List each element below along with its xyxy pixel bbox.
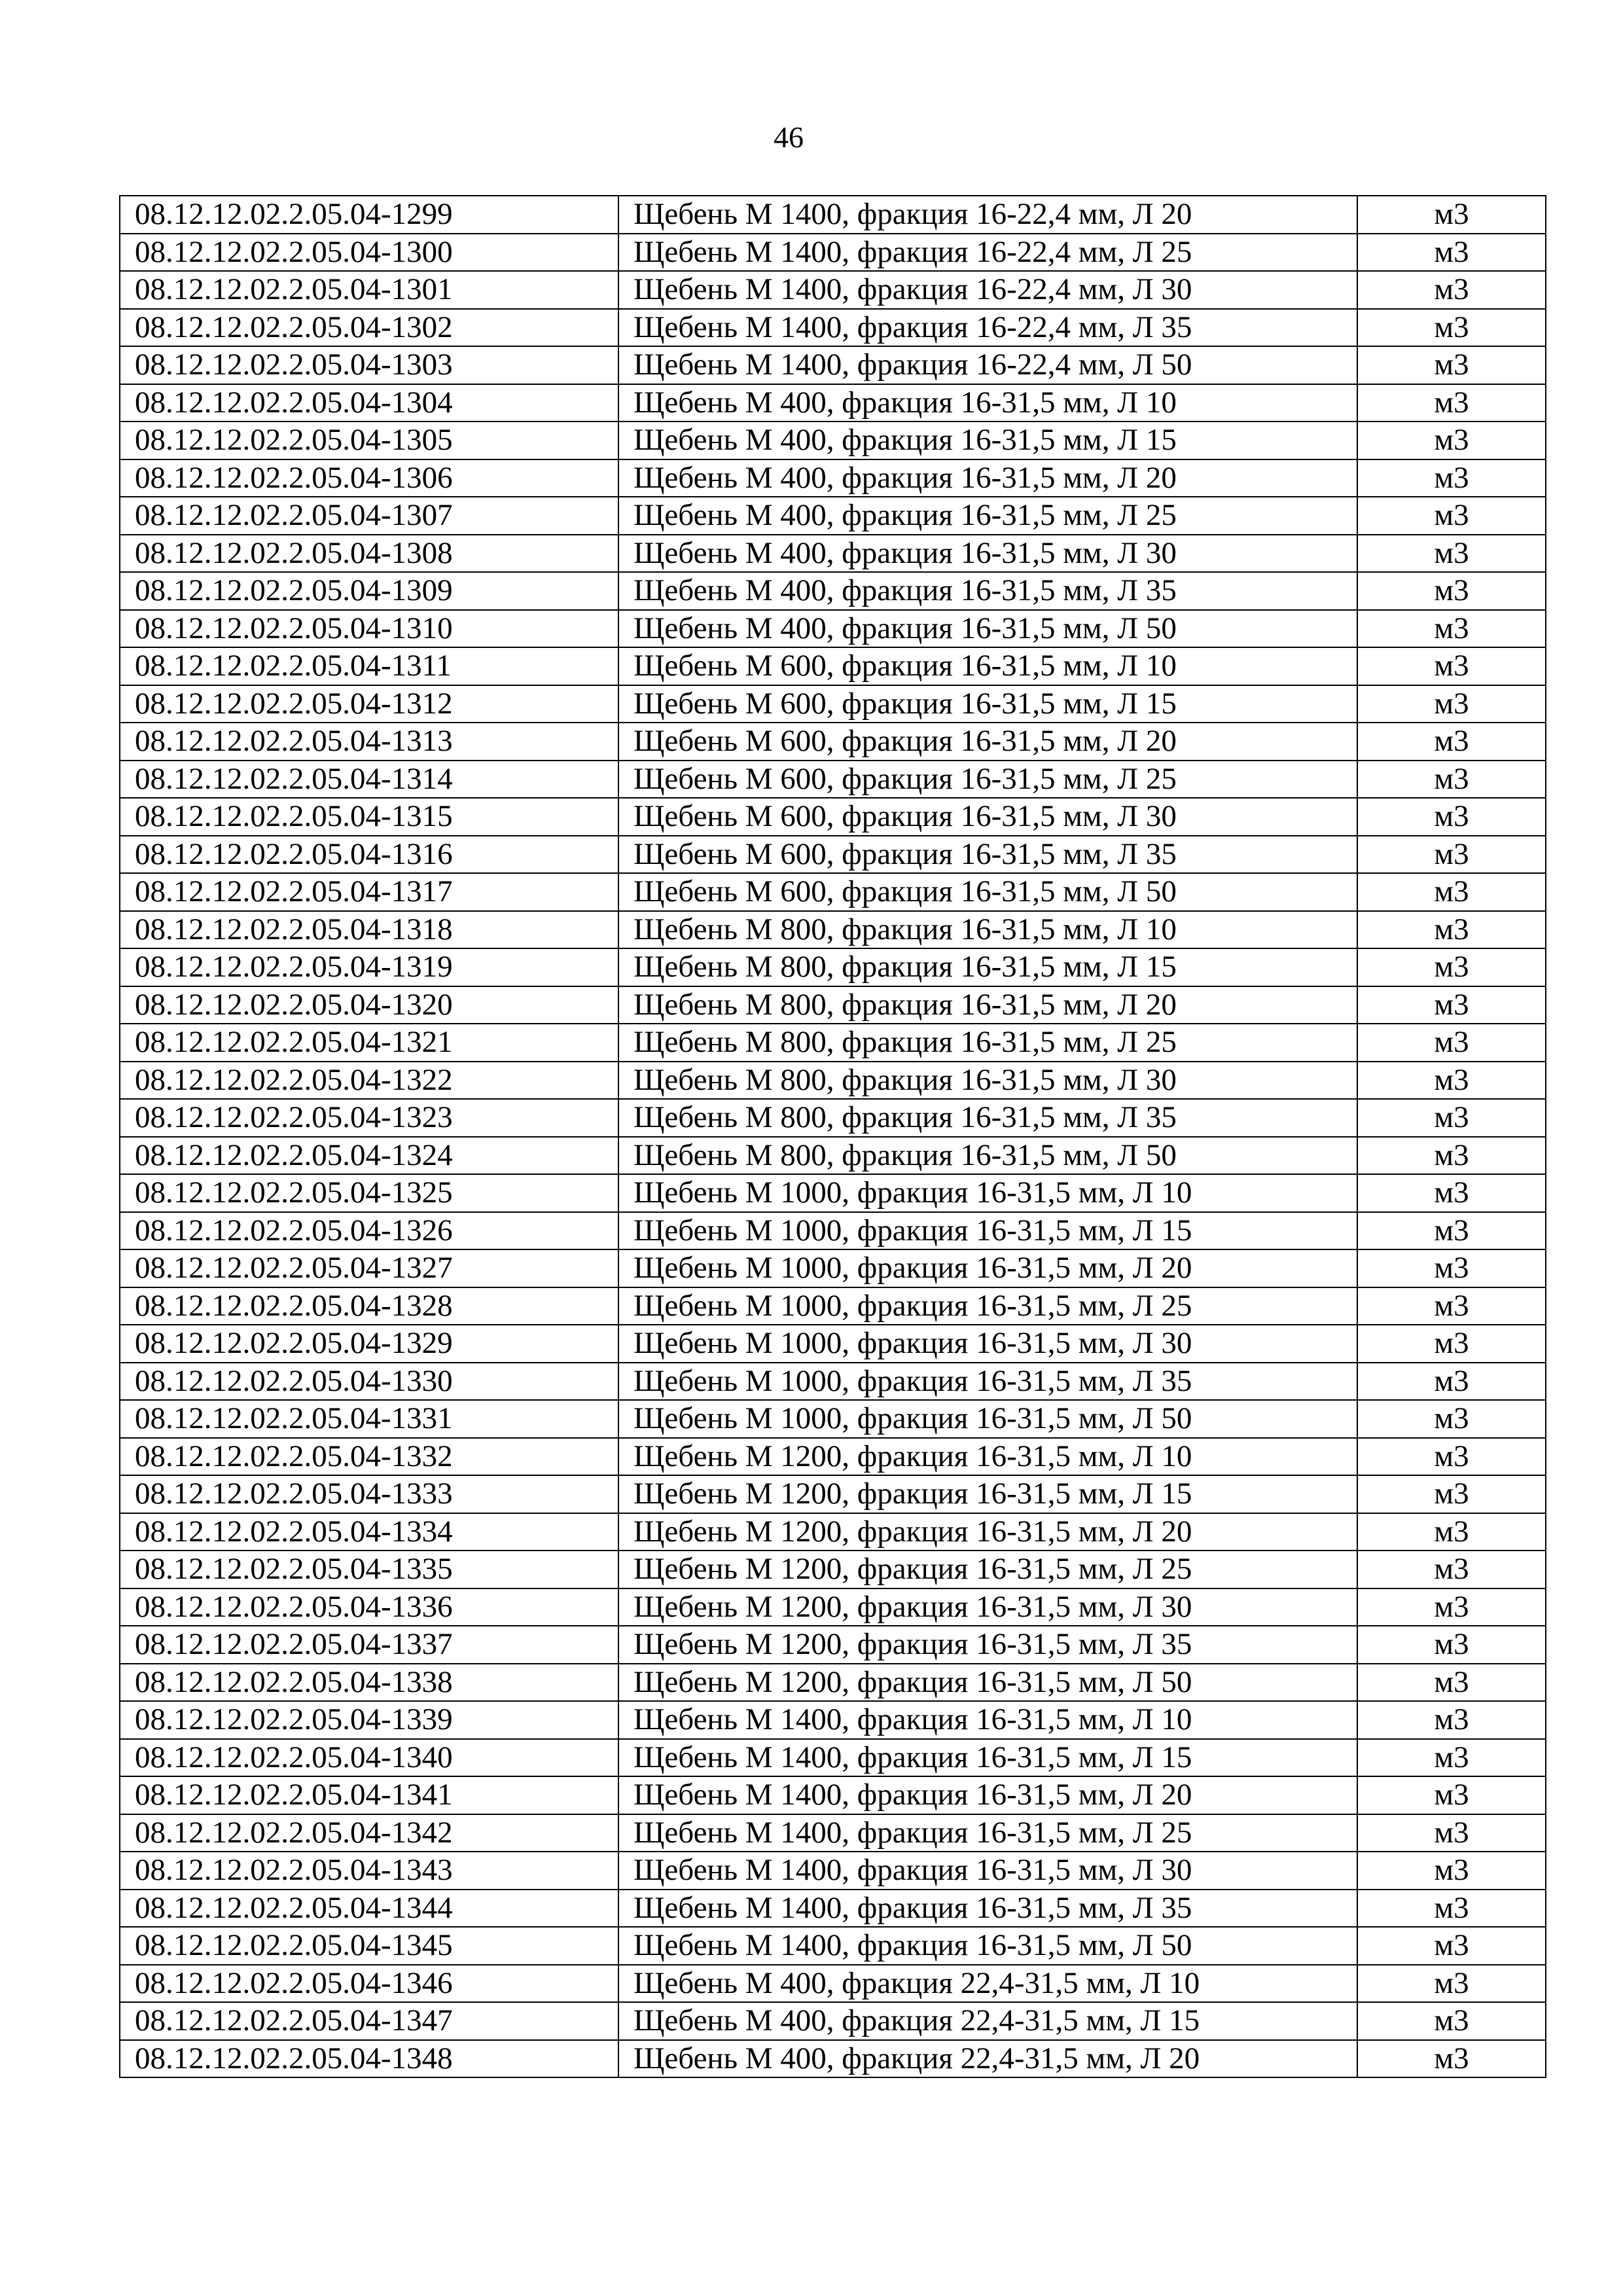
- resource-code-cell: 08.12.12.02.2.05.04-1309: [120, 572, 618, 610]
- unit-cell: м3: [1357, 271, 1546, 309]
- material-name-cell: Щебень М 1000, фракция 16-31,5 мм, Л 35: [618, 1363, 1357, 1401]
- unit-cell: м3: [1357, 610, 1546, 648]
- material-name-cell: Щебень М 1200, фракция 16-31,5 мм, Л 25: [618, 1551, 1357, 1588]
- table-row: [120, 986, 1546, 1024]
- table-row: [120, 535, 1546, 573]
- table-row: [120, 1626, 1546, 1664]
- resource-code-cell: 08.12.12.02.2.05.04-1347: [120, 2002, 618, 2040]
- unit-cell: м3: [1357, 384, 1546, 422]
- resource-code-cell: 08.12.12.02.2.05.04-1339: [120, 1701, 618, 1739]
- unit-cell: м3: [1357, 1249, 1546, 1287]
- resource-code-cell: 08.12.12.02.2.05.04-1312: [120, 685, 618, 723]
- unit-cell: м3: [1357, 647, 1546, 685]
- table-row: [120, 873, 1546, 911]
- table-row: [120, 1814, 1546, 1852]
- table-row: [120, 1287, 1546, 1325]
- table-row: [120, 1965, 1546, 2003]
- resource-code-cell: 08.12.12.02.2.05.04-1311: [120, 647, 618, 685]
- unit-cell: м3: [1357, 459, 1546, 497]
- resource-code-cell: 08.12.12.02.2.05.04-1301: [120, 271, 618, 309]
- table-row: [120, 1927, 1546, 1965]
- resource-code-cell: 08.12.12.02.2.05.04-1332: [120, 1438, 618, 1476]
- table-row: [120, 1588, 1546, 1626]
- material-name-cell: Щебень М 400, фракция 22,4-31,5 мм, Л 10: [618, 1965, 1357, 2003]
- table-row: [120, 1739, 1546, 1777]
- material-name-cell: Щебень М 600, фракция 16-31,5 мм, Л 20: [618, 723, 1357, 761]
- unit-cell: м3: [1357, 873, 1546, 911]
- resource-code-cell: 08.12.12.02.2.05.04-1306: [120, 459, 618, 497]
- resource-code-cell: 08.12.12.02.2.05.04-1334: [120, 1513, 618, 1551]
- material-name-cell: Щебень М 1200, фракция 16-31,5 мм, Л 20: [618, 1513, 1357, 1551]
- unit-cell: м3: [1357, 234, 1546, 272]
- resource-code-cell: 08.12.12.02.2.05.04-1343: [120, 1852, 618, 1890]
- material-name-cell: Щебень М 600, фракция 16-31,5 мм, Л 15: [618, 685, 1357, 723]
- material-name-cell: Щебень М 1400, фракция 16-22,4 мм, Л 50: [618, 346, 1357, 384]
- material-name-cell: Щебень М 1200, фракция 16-31,5 мм, Л 35: [618, 1626, 1357, 1664]
- resource-code-cell: 08.12.12.02.2.05.04-1308: [120, 535, 618, 573]
- unit-cell: м3: [1357, 1325, 1546, 1363]
- resource-code-cell: 08.12.12.02.2.05.04-1324: [120, 1137, 618, 1175]
- unit-cell: м3: [1357, 1400, 1546, 1438]
- table-row: [120, 911, 1546, 949]
- table-row: [120, 234, 1546, 272]
- table-row: [120, 1024, 1546, 1062]
- unit-cell: м3: [1357, 1174, 1546, 1212]
- table-row: [120, 1099, 1546, 1137]
- unit-cell: м3: [1357, 1551, 1546, 1588]
- unit-cell: м3: [1357, 1852, 1546, 1890]
- resource-code-cell: 08.12.12.02.2.05.04-1342: [120, 1814, 618, 1852]
- material-name-cell: Щебень М 400, фракция 22,4-31,5 мм, Л 15: [618, 2002, 1357, 2040]
- table-row: [120, 2002, 1546, 2040]
- material-name-cell: Щебень М 1400, фракция 16-31,5 мм, Л 50: [618, 1927, 1357, 1965]
- resource-code-cell: 08.12.12.02.2.05.04-1314: [120, 761, 618, 798]
- material-name-cell: Щебень М 1400, фракция 16-31,5 мм, Л 30: [618, 1852, 1357, 1890]
- material-name-cell: Щебень М 1400, фракция 16-31,5 мм, Л 10: [618, 1701, 1357, 1739]
- resource-code-cell: 08.12.12.02.2.05.04-1302: [120, 309, 618, 347]
- table-row: [120, 761, 1546, 798]
- table-row: [120, 1062, 1546, 1100]
- unit-cell: м3: [1357, 723, 1546, 761]
- table-row: [120, 1701, 1546, 1739]
- material-name-cell: Щебень М 800, фракция 16-31,5 мм, Л 15: [618, 948, 1357, 986]
- unit-cell: м3: [1357, 761, 1546, 798]
- resource-code-cell: 08.12.12.02.2.05.04-1341: [120, 1776, 618, 1814]
- material-name-cell: Щебень М 1400, фракция 16-31,5 мм, Л 35: [618, 1890, 1357, 1928]
- unit-cell: м3: [1357, 1513, 1546, 1551]
- material-name-cell: Щебень М 400, фракция 16-31,5 мм, Л 35: [618, 572, 1357, 610]
- material-name-cell: Щебень М 600, фракция 16-31,5 мм, Л 35: [618, 836, 1357, 874]
- unit-cell: м3: [1357, 1965, 1546, 2003]
- unit-cell: м3: [1357, 798, 1546, 836]
- table-row: [120, 422, 1546, 459]
- table-row: [120, 1363, 1546, 1401]
- resource-code-cell: 08.12.12.02.2.05.04-1322: [120, 1062, 618, 1100]
- unit-cell: м3: [1357, 986, 1546, 1024]
- table-row: [120, 1174, 1546, 1212]
- unit-cell: м3: [1357, 2040, 1546, 2078]
- material-name-cell: Щебень М 1200, фракция 16-31,5 мм, Л 30: [618, 1588, 1357, 1626]
- resource-code-cell: 08.12.12.02.2.05.04-1344: [120, 1890, 618, 1928]
- resource-code-cell: 08.12.12.02.2.05.04-1307: [120, 497, 618, 535]
- material-name-cell: Щебень М 600, фракция 16-31,5 мм, Л 10: [618, 647, 1357, 685]
- material-name-cell: Щебень М 1000, фракция 16-31,5 мм, Л 25: [618, 1287, 1357, 1325]
- unit-cell: м3: [1357, 196, 1546, 234]
- table-row: [120, 271, 1546, 309]
- unit-cell: м3: [1357, 1890, 1546, 1928]
- resource-code-cell: 08.12.12.02.2.05.04-1327: [120, 1249, 618, 1287]
- material-name-cell: Щебень М 600, фракция 16-31,5 мм, Л 25: [618, 761, 1357, 798]
- material-name-cell: Щебень М 1000, фракция 16-31,5 мм, Л 10: [618, 1174, 1357, 1212]
- unit-cell: м3: [1357, 1212, 1546, 1250]
- unit-cell: м3: [1357, 497, 1546, 535]
- material-name-cell: Щебень М 800, фракция 16-31,5 мм, Л 35: [618, 1099, 1357, 1137]
- material-name-cell: Щебень М 1000, фракция 16-31,5 мм, Л 20: [618, 1249, 1357, 1287]
- resource-code-cell: 08.12.12.02.2.05.04-1335: [120, 1551, 618, 1588]
- unit-cell: м3: [1357, 346, 1546, 384]
- material-name-cell: Щебень М 1400, фракция 16-22,4 мм, Л 25: [618, 234, 1357, 272]
- resource-code-cell: 08.12.12.02.2.05.04-1336: [120, 1588, 618, 1626]
- material-name-cell: Щебень М 400, фракция 16-31,5 мм, Л 10: [618, 384, 1357, 422]
- table-row: [120, 1852, 1546, 1890]
- material-name-cell: Щебень М 1400, фракция 16-31,5 мм, Л 20: [618, 1776, 1357, 1814]
- table-row: [120, 1137, 1546, 1175]
- resource-code-cell: 08.12.12.02.2.05.04-1325: [120, 1174, 618, 1212]
- table-row: [120, 1212, 1546, 1250]
- material-name-cell: Щебень М 1400, фракция 16-22,4 мм, Л 35: [618, 309, 1357, 347]
- table-row: [120, 1890, 1546, 1928]
- page-number: 46: [774, 120, 804, 154]
- table-row: [120, 1249, 1546, 1287]
- table-row: [120, 309, 1546, 347]
- resource-code-cell: 08.12.12.02.2.05.04-1305: [120, 422, 618, 459]
- table-row: [120, 459, 1546, 497]
- table-row: [120, 798, 1546, 836]
- material-name-cell: Щебень М 1000, фракция 16-31,5 мм, Л 50: [618, 1400, 1357, 1438]
- resource-code-cell: 08.12.12.02.2.05.04-1331: [120, 1400, 618, 1438]
- material-name-cell: Щебень М 1400, фракция 16-22,4 мм, Л 30: [618, 271, 1357, 309]
- resource-code-cell: 08.12.12.02.2.05.04-1318: [120, 911, 618, 949]
- unit-cell: м3: [1357, 1814, 1546, 1852]
- table-row: [120, 1325, 1546, 1363]
- unit-cell: м3: [1357, 309, 1546, 347]
- unit-cell: м3: [1357, 836, 1546, 874]
- material-name-cell: Щебень М 400, фракция 16-31,5 мм, Л 15: [618, 422, 1357, 459]
- material-name-cell: Щебень М 800, фракция 16-31,5 мм, Л 50: [618, 1137, 1357, 1175]
- resource-code-cell: 08.12.12.02.2.05.04-1316: [120, 836, 618, 874]
- material-name-cell: Щебень М 400, фракция 16-31,5 мм, Л 25: [618, 497, 1357, 535]
- unit-cell: м3: [1357, 572, 1546, 610]
- unit-cell: м3: [1357, 1739, 1546, 1777]
- table-row: [120, 610, 1546, 648]
- table-row: [120, 1475, 1546, 1513]
- material-name-cell: Щебень М 1400, фракция 16-31,5 мм, Л 25: [618, 1814, 1357, 1852]
- table-row: [120, 497, 1546, 535]
- resource-code-cell: 08.12.12.02.2.05.04-1304: [120, 384, 618, 422]
- material-name-cell: Щебень М 1200, фракция 16-31,5 мм, Л 15: [618, 1475, 1357, 1513]
- unit-cell: м3: [1357, 1664, 1546, 1702]
- resource-code-cell: 08.12.12.02.2.05.04-1315: [120, 798, 618, 836]
- table-row: [120, 948, 1546, 986]
- table-row: [120, 384, 1546, 422]
- resource-code-cell: 08.12.12.02.2.05.04-1346: [120, 1965, 618, 2003]
- resource-code-cell: 08.12.12.02.2.05.04-1338: [120, 1664, 618, 1702]
- resource-code-cell: 08.12.12.02.2.05.04-1320: [120, 986, 618, 1024]
- table-body: [120, 196, 1546, 2077]
- resource-code-cell: 08.12.12.02.2.05.04-1317: [120, 873, 618, 911]
- resource-code-cell: 08.12.12.02.2.05.04-1323: [120, 1099, 618, 1137]
- material-name-cell: Щебень М 400, фракция 16-31,5 мм, Л 50: [618, 610, 1357, 648]
- table-row: [120, 572, 1546, 610]
- material-name-cell: Щебень М 1000, фракция 16-31,5 мм, Л 15: [618, 1212, 1357, 1250]
- table-row: [120, 1513, 1546, 1551]
- material-name-cell: Щебень М 1400, фракция 16-31,5 мм, Л 15: [618, 1739, 1357, 1777]
- unit-cell: м3: [1357, 1927, 1546, 1965]
- resource-code-cell: 08.12.12.02.2.05.04-1328: [120, 1287, 618, 1325]
- table-row: [120, 1400, 1546, 1438]
- unit-cell: м3: [1357, 1588, 1546, 1626]
- resource-code-cell: 08.12.12.02.2.05.04-1329: [120, 1325, 618, 1363]
- material-name-cell: Щебень М 1000, фракция 16-31,5 мм, Л 30: [618, 1325, 1357, 1363]
- unit-cell: м3: [1357, 1062, 1546, 1100]
- resource-code-cell: 08.12.12.02.2.05.04-1321: [120, 1024, 618, 1062]
- unit-cell: м3: [1357, 1287, 1546, 1325]
- unit-cell: м3: [1357, 535, 1546, 573]
- material-name-cell: Щебень М 800, фракция 16-31,5 мм, Л 10: [618, 911, 1357, 949]
- unit-cell: м3: [1357, 422, 1546, 459]
- unit-cell: м3: [1357, 1438, 1546, 1476]
- resource-code-cell: 08.12.12.02.2.05.04-1345: [120, 1927, 618, 1965]
- resource-code-cell: 08.12.12.02.2.05.04-1337: [120, 1626, 618, 1664]
- table-row: [120, 1776, 1546, 1814]
- resource-code-cell: 08.12.12.02.2.05.04-1303: [120, 346, 618, 384]
- table-row: [120, 346, 1546, 384]
- unit-cell: м3: [1357, 948, 1546, 986]
- unit-cell: м3: [1357, 1701, 1546, 1739]
- table-row: [120, 196, 1546, 234]
- unit-cell: м3: [1357, 1475, 1546, 1513]
- table-row: [120, 685, 1546, 723]
- material-name-cell: Щебень М 600, фракция 16-31,5 мм, Л 50: [618, 873, 1357, 911]
- resource-code-cell: 08.12.12.02.2.05.04-1319: [120, 948, 618, 986]
- material-name-cell: Щебень М 600, фракция 16-31,5 мм, Л 30: [618, 798, 1357, 836]
- resource-code-cell: 08.12.12.02.2.05.04-1313: [120, 723, 618, 761]
- table-row: [120, 1551, 1546, 1588]
- material-name-cell: Щебень М 400, фракция 16-31,5 мм, Л 20: [618, 459, 1357, 497]
- unit-cell: м3: [1357, 911, 1546, 949]
- resource-code-cell: 08.12.12.02.2.05.04-1348: [120, 2040, 618, 2078]
- material-codes-table: [119, 195, 1546, 2078]
- unit-cell: м3: [1357, 685, 1546, 723]
- table-row: [120, 647, 1546, 685]
- table-row: [120, 1438, 1546, 1476]
- resource-code-cell: 08.12.12.02.2.05.04-1330: [120, 1363, 618, 1401]
- material-name-cell: Щебень М 1200, фракция 16-31,5 мм, Л 10: [618, 1438, 1357, 1476]
- unit-cell: м3: [1357, 2002, 1546, 2040]
- unit-cell: м3: [1357, 1626, 1546, 1664]
- material-name-cell: Щебень М 400, фракция 16-31,5 мм, Л 30: [618, 535, 1357, 573]
- table-row: [120, 1664, 1546, 1702]
- unit-cell: м3: [1357, 1363, 1546, 1401]
- resource-code-cell: 08.12.12.02.2.05.04-1299: [120, 196, 618, 234]
- table-row: [120, 723, 1546, 761]
- table-row: [120, 836, 1546, 874]
- resource-code-cell: 08.12.12.02.2.05.04-1310: [120, 610, 618, 648]
- material-name-cell: Щебень М 400, фракция 22,4-31,5 мм, Л 20: [618, 2040, 1357, 2078]
- unit-cell: м3: [1357, 1776, 1546, 1814]
- material-name-cell: Щебень М 800, фракция 16-31,5 мм, Л 25: [618, 1024, 1357, 1062]
- resource-code-cell: 08.12.12.02.2.05.04-1333: [120, 1475, 618, 1513]
- resource-code-cell: 08.12.12.02.2.05.04-1300: [120, 234, 618, 272]
- material-name-cell: Щебень М 800, фракция 16-31,5 мм, Л 30: [618, 1062, 1357, 1100]
- material-name-cell: Щебень М 1200, фракция 16-31,5 мм, Л 50: [618, 1664, 1357, 1702]
- material-name-cell: Щебень М 1400, фракция 16-22,4 мм, Л 20: [618, 196, 1357, 234]
- table-row: [120, 2040, 1546, 2078]
- unit-cell: м3: [1357, 1099, 1546, 1137]
- unit-cell: м3: [1357, 1024, 1546, 1062]
- resource-code-cell: 08.12.12.02.2.05.04-1340: [120, 1739, 618, 1777]
- resource-code-cell: 08.12.12.02.2.05.04-1326: [120, 1212, 618, 1250]
- material-name-cell: Щебень М 800, фракция 16-31,5 мм, Л 20: [618, 986, 1357, 1024]
- unit-cell: м3: [1357, 1137, 1546, 1175]
